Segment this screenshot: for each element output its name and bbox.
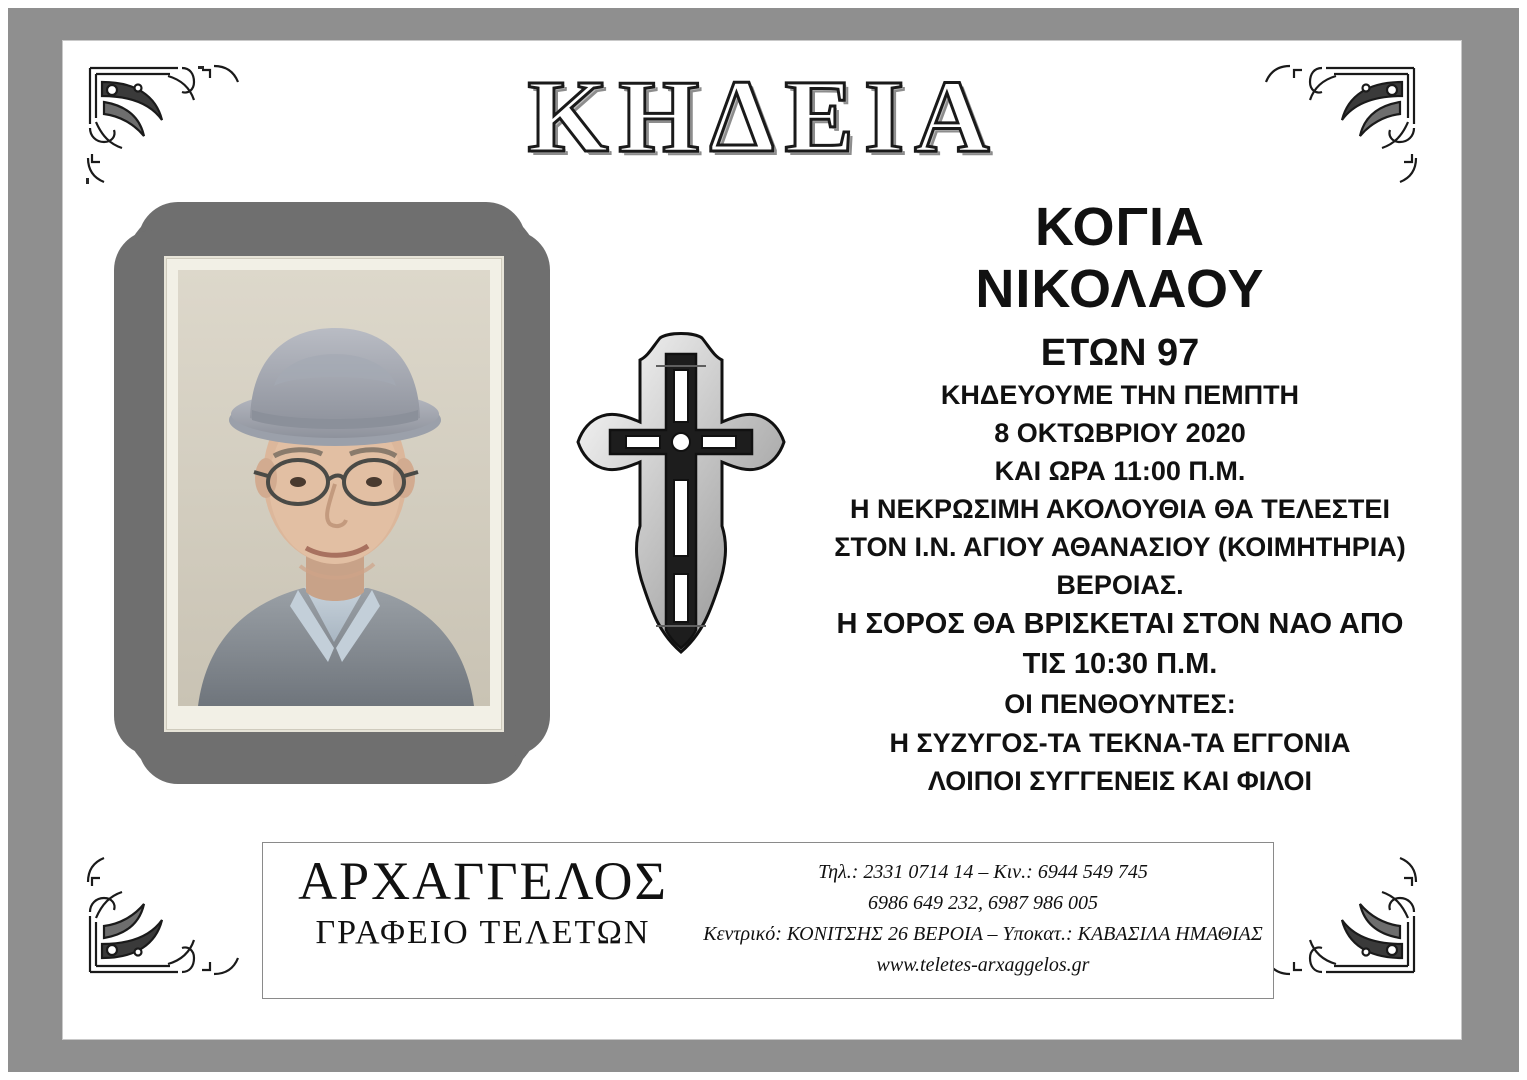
mourners-line: Η ΣΥΖΥΓΟΣ-ΤΑ ΤΕΚΝΑ-ΤΑ ΕΓΓΟΝΙΑ bbox=[889, 728, 1351, 758]
deceased-surname: ΚΟΓΙΑ bbox=[1035, 197, 1205, 257]
contact-line: 6986 649 232, 6987 986 005 bbox=[868, 892, 1098, 914]
mourners-label: ΟΙ ΠΕΝΘΟΥΝΤΕΣ: bbox=[1004, 689, 1236, 719]
funeral-home-subtitle: ΓΡΑΦΕΙΟ ΤΕΛΕΤΩΝ bbox=[315, 914, 651, 951]
portrait-photo bbox=[178, 270, 490, 706]
detail-line: ΣΤΟΝ Ι.Ν. ΑΓΙΟΥ ΑΘΑΝΑΣΙΟΥ (ΚΟΙΜΗΤΗΡΙΑ) bbox=[834, 532, 1406, 562]
portrait-frame bbox=[122, 208, 542, 778]
portrait-mat bbox=[164, 256, 504, 732]
funeral-home-contact bbox=[703, 857, 1263, 981]
deceased-age: ΕΤΩΝ 97 bbox=[1040, 332, 1200, 374]
detail-line: ΚΑΙ ΩΡΑ 11:00 Π.Μ. bbox=[994, 456, 1246, 486]
mourners-line: ΛΟΙΠΟΙ ΣΥΓΓΕΝΕΙΣ ΚΑΙ ΦΙΛΟΙ bbox=[927, 766, 1313, 796]
body-notice-line: ΤΙΣ 10:30 Π.Μ. bbox=[1022, 648, 1218, 680]
funeral-home-logo bbox=[273, 849, 693, 953]
detail-line: 8 ΟΚΤΩΒΡΙΟΥ 2020 bbox=[994, 418, 1246, 448]
orthodox-cross-icon bbox=[556, 330, 806, 660]
contact-line: Κεντρικό: ΚΟΝΙΤΣΗΣ 26 ΒΕΡΟΙΑ – Υποκατ.: ΚΑΒΑΣΙΛΑ ΗΜΑΘΙΑΣ bbox=[703, 923, 1263, 945]
detail-line: Η ΝΕΚΡΩΣΙΜΗ ΑΚΟΛΟΥΘΙΑ ΘΑ ΤΕΛΕΣΤΕΙ bbox=[850, 494, 1390, 524]
funeral-home-box bbox=[262, 842, 1274, 999]
funeral-home-brand: ΑΡΧΑΓΓΕΛΟΣ bbox=[298, 851, 668, 911]
notice-text-block bbox=[790, 196, 1450, 800]
body-notice-line: Η ΣΟΡΟΣ ΘΑ ΒΡΙΣΚΕΤΑΙ ΣΤΟΝ ΝΑΟ ΑΠΟ bbox=[836, 608, 1404, 640]
contact-line: Τηλ.: 2331 0714 14 – Κιν.: 6944 549 745 bbox=[818, 861, 1148, 883]
website-link[interactable]: www.teletes-arxaggelos.gr bbox=[876, 954, 1090, 976]
detail-line: ΚΗΔΕΥΟΥΜΕ ΤΗΝ ΠΕΜΠΤΗ bbox=[940, 380, 1300, 410]
page-title: ΚΗΔΕΙΑ bbox=[527, 59, 1000, 174]
detail-line: ΒΕΡΟΙΑΣ. bbox=[1056, 570, 1184, 600]
deceased-firstname: ΝΙΚΟΛΑΟΥ bbox=[975, 259, 1265, 319]
